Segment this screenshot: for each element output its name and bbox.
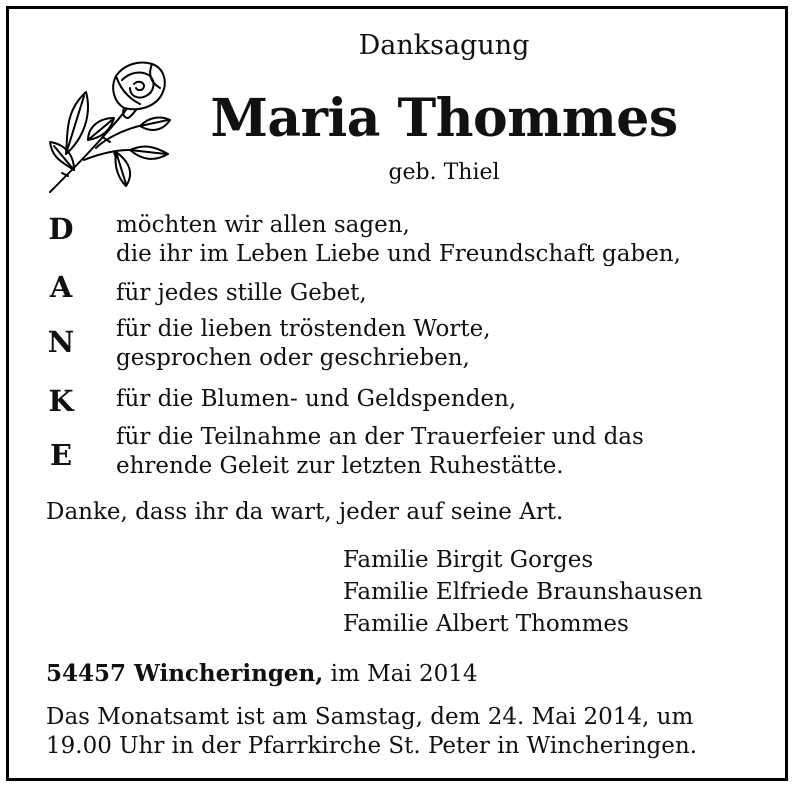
acrostic-line: gesprochen oder geschrieben, (116, 345, 470, 371)
acrostic-letter-e: E (49, 438, 73, 472)
service-line: 19.00 Uhr in der Pfarrkirche St. Peter in Wincheringen. (46, 733, 698, 759)
deceased-name: Maria Thommes (210, 88, 678, 149)
service-line: Das Monatsamt ist am Samstag, dem 24. Mai 2014, um (46, 704, 694, 730)
signature-line: Familie Birgit Gorges (343, 547, 594, 573)
date-text: im Mai 2014 (323, 661, 478, 687)
signature-line: Familie Albert Thommes (343, 611, 629, 637)
closing-text: Danke, dass ihr da wart, jeder auf seine Art. (46, 499, 564, 525)
place-name: 54457 Wincheringen, (46, 660, 324, 687)
acrostic-line: für jedes stille Gebet, (116, 280, 367, 306)
acrostic-letter-n: N (47, 325, 75, 359)
signature-line: Familie Elfriede Braunshausen (343, 579, 703, 605)
acrostic-line: die ihr im Leben Liebe und Freundschaft gaben, (116, 241, 681, 267)
acrostic-letter-a: A (49, 270, 73, 304)
maiden-name: geb. Thiel (388, 160, 500, 185)
place-date (46, 660, 478, 687)
acrostic-line: möchten wir allen sagen, (116, 212, 410, 238)
acrostic-line: für die Teilnahme an der Trauerfeier und das (116, 424, 644, 450)
acrostic-line: ehrende Geleit zur letzten Ruhestätte. (116, 453, 564, 479)
acrostic-letter-d: D (48, 212, 74, 246)
acrostic-line: für die Blumen- und Geldspenden, (116, 386, 517, 412)
notice-subtitle: Danksagung (358, 30, 530, 61)
acrostic-line: für die lieben tröstenden Worte, (116, 316, 491, 342)
acrostic-letter-k: K (48, 384, 74, 418)
